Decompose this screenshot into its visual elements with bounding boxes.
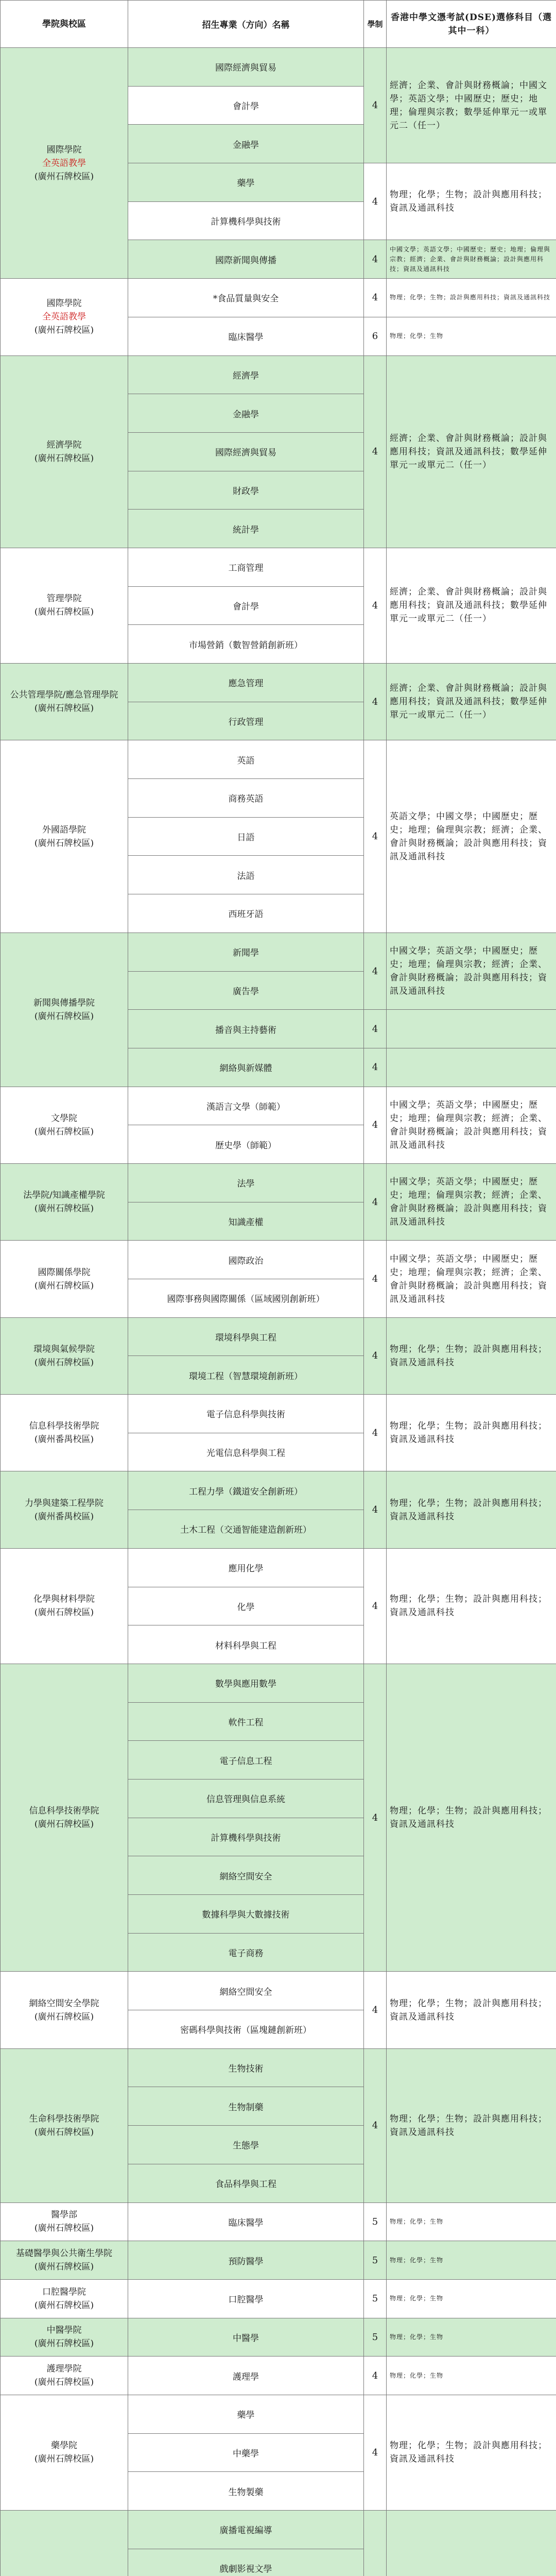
requirement-cell: 物理；化學；生物；設計與應用科技；資訊及通訊科技 (387, 1664, 556, 1972)
campus-name: (廣州石牌校區) (34, 2262, 94, 2273)
major-cell: 戲劇影視文學 (128, 2549, 364, 2576)
campus-name: (廣州石牌校區) (34, 1126, 94, 1137)
years-cell: 4 (364, 1664, 387, 1972)
major-cell: 法學 (128, 1163, 364, 1202)
college-cell (1, 1317, 128, 1394)
major-cell: 國際經濟與貿易 (128, 432, 364, 471)
campus-name: (廣州石牌校區) (34, 1280, 94, 1291)
campus-name: (廣州石牌校區) (34, 1607, 94, 1618)
college-name: 法學院/知識產權學院 (23, 1190, 105, 1201)
college-name: 經濟學院 (46, 439, 82, 450)
major-cell: 財政學 (128, 471, 364, 510)
college-name: 醫學部 (51, 2210, 77, 2221)
college-cell (1, 2241, 128, 2280)
table-row (1, 664, 556, 702)
college-cell (1, 740, 128, 933)
college-name: 網絡空間安全學院 (29, 1998, 99, 2009)
major-cell: 軟件工程 (128, 1702, 364, 1741)
college-cell (1, 2202, 128, 2241)
major-cell: 生物制藥 (128, 2087, 364, 2126)
college-name: 信息科學技術學院 (29, 1806, 99, 1817)
college-name: 國際學院 (46, 298, 82, 309)
requirement-cell: 物理；化學；生物；設計與應用科技；資訊及通訊科技 (387, 163, 556, 240)
major-cell: 法語 (128, 856, 364, 894)
college-cell (1, 2511, 128, 2576)
requirement-cell (387, 1048, 556, 1087)
years-cell: 4 (364, 1972, 387, 2048)
requirement-cell: 物理；化學；生物；設計與應用科技；資訊及通訊科技 (387, 1471, 556, 1548)
college-cell (1, 355, 128, 548)
table-row (1, 2318, 556, 2357)
header-years: 學制 (364, 1, 387, 48)
requirement-cell: 物理；化學；生物；設計與應用科技；資訊及通訊科技 (387, 2048, 556, 2202)
college-cell (1, 279, 128, 355)
requirement-cell: 物理；化學；生物 (387, 2241, 556, 2280)
campus-name: (廣州石牌校區) (34, 2338, 94, 2349)
requirement-cell: 物理；化學；生物；設計與應用科技；資訊及通訊科技 (387, 2395, 556, 2510)
campus-name: (廣州番禺校區) (34, 1511, 94, 1522)
years-cell: 5 (364, 2318, 387, 2357)
years-cell: 6 (364, 317, 387, 355)
major-cell: 計算機科學與技術 (128, 201, 364, 240)
table-row (1, 1163, 556, 1202)
requirement-cell: 中國文學；英語文學；中國歷史；歷史；地理；倫理與宗教；經濟；企業、會計與財務概論；設計與應用科技；資訊及通訊科技 (387, 1163, 556, 1240)
college-name: 管理學院 (46, 594, 82, 604)
major-cell: 電子信息工程 (128, 1741, 364, 1780)
major-cell: 歷史學（師範） (128, 1125, 364, 1164)
major-cell: 網絡與新媒體 (128, 1048, 364, 1087)
years-cell (364, 2511, 387, 2576)
major-cell: 國際事務與國際關係（區域國別創新班） (128, 1279, 364, 1318)
college-name: 文學院 (51, 1113, 77, 1124)
years-cell: 4 (364, 548, 387, 663)
requirement-cell: 中國文學；英語文學；中國歷史；歷史；地理；倫理與宗教；經濟；企業、會計與財務概論；設計與應用科技；資訊及通訊科技 (387, 1241, 556, 1317)
major-cell: 電子商務 (128, 1933, 364, 1972)
college-cell (1, 1395, 128, 1471)
requirement-cell: 物理；化學；生物；設計與應用科技；資訊及通訊科技 (387, 279, 556, 317)
years-cell: 4 (364, 2048, 387, 2202)
years-cell: 4 (364, 1087, 387, 1163)
campus-name: (廣州石牌校區) (34, 1204, 94, 1214)
college-cell (1, 664, 128, 740)
major-cell: 化學 (128, 1587, 364, 1625)
table-row (1, 1395, 556, 1433)
header-major: 招生專業（方向）名稱 (128, 1, 364, 48)
years-cell: 4 (364, 163, 387, 240)
major-cell: 生物技術 (128, 2048, 364, 2087)
years-cell: 4 (364, 1048, 387, 1087)
teaching-language-note: 全英語教學 (42, 158, 86, 168)
years-cell: 4 (364, 1163, 387, 1240)
major-cell: 數學與應用數學 (128, 1664, 364, 1702)
college-cell (1, 2357, 128, 2395)
table-row (1, 2395, 556, 2433)
major-cell: 護理學 (128, 2357, 364, 2395)
major-cell: 信息管理與信息系統 (128, 1779, 364, 1818)
major-cell: 金融學 (128, 394, 364, 433)
college-cell (1, 1163, 128, 1240)
major-cell: 會計學 (128, 86, 364, 125)
major-cell: 密碼科學與技術（區塊鏈創新班） (128, 2010, 364, 2049)
requirement-cell: 物理；化學；生物；設計與應用科技；資訊及通訊科技 (387, 1317, 556, 1394)
college-name: 護理學院 (46, 2364, 82, 2375)
major-cell: 國際政治 (128, 1241, 364, 1279)
college-name: 中醫學院 (46, 2325, 82, 2336)
college-name: 化學與材料學院 (33, 1594, 95, 1605)
college-name: 口腔醫學院 (42, 2286, 86, 2297)
years-cell: 4 (364, 2357, 387, 2395)
years-cell: 4 (364, 279, 387, 317)
major-cell: 應急管理 (128, 664, 364, 702)
major-cell: 國際經濟與貿易 (128, 48, 364, 87)
years-cell: 4 (364, 933, 387, 1009)
years-cell: 5 (364, 2279, 387, 2318)
major-cell: 新聞學 (128, 933, 364, 971)
college-cell (1, 2395, 128, 2510)
college-name: 國際關係學院 (38, 1267, 91, 1278)
major-cell: 藥學 (128, 163, 364, 202)
college-name: 信息科學技術學院 (29, 1421, 99, 1432)
college-name: 外國語學院 (42, 824, 86, 835)
college-cell (1, 2048, 128, 2202)
header-requirement: 香港中學文憑考試(DSE)選修科目（選其中一科） (387, 1, 556, 48)
major-cell: 藥學 (128, 2395, 364, 2433)
table-row (1, 740, 556, 779)
requirement-cell: 物理；化學；生物 (387, 2202, 556, 2241)
table-row (1, 2048, 556, 2087)
major-cell: 網絡空間安全 (128, 1856, 364, 1895)
major-cell: 電子信息科學與技術 (128, 1395, 364, 1433)
table-row (1, 1471, 556, 1510)
major-cell: 西班牙語 (128, 894, 364, 933)
requirement-cell: 物理；化學；生物 (387, 2279, 556, 2318)
requirement-cell: 物理；化學；生物 (387, 2357, 556, 2395)
requirement-cell: 經濟；企業、會計與財務概論；設計與應用科技；資訊及通訊科技；數學延伸單元一或單元二（任一） (387, 355, 556, 548)
requirement-cell (387, 1010, 556, 1048)
major-cell: 生態學 (128, 2126, 364, 2164)
college-name: 公共管理學院/應急管理學院 (10, 690, 118, 701)
table-row (1, 1664, 556, 1702)
college-name: 新聞與傳播學院 (33, 997, 95, 1008)
campus-name: (廣州石牌校區) (34, 1011, 94, 1022)
table-row (1, 2357, 556, 2395)
years-cell: 4 (364, 2395, 387, 2510)
table-row (1, 279, 556, 317)
years-cell: 4 (364, 48, 387, 163)
table-row (1, 1548, 556, 1587)
college-cell (1, 2318, 128, 2357)
table-row (1, 48, 556, 87)
table-row (1, 2202, 556, 2241)
requirement-cell: 物理；化學；生物；設計與應用科技；資訊及通訊科技 (387, 1972, 556, 2048)
requirement-cell: 物理；化學；生物 (387, 2318, 556, 2357)
college-name: 生命科學技術學院 (29, 2113, 99, 2124)
campus-name: (廣州石牌校區) (34, 1357, 94, 1368)
campus-name: (廣州石牌校區) (34, 2454, 94, 2465)
college-cell (1, 1241, 128, 1317)
years-cell: 4 (364, 1010, 387, 1048)
table-row (1, 1087, 556, 1125)
major-cell: 會計學 (128, 586, 364, 625)
campus-name: (廣州石牌校區) (34, 1819, 94, 1830)
campus-name: (廣州石牌校區) (34, 325, 94, 336)
years-cell: 4 (364, 1241, 387, 1317)
table-row (1, 2241, 556, 2280)
major-cell: 應用化學 (128, 1548, 364, 1587)
major-cell: 光電信息科學與工程 (128, 1433, 364, 1471)
years-cell: 4 (364, 664, 387, 740)
table-row (1, 355, 556, 394)
campus-name: (廣州石牌校區) (34, 453, 94, 464)
major-cell: 廣告學 (128, 971, 364, 1010)
requirement-cell: 英語文學；中國文學；中國歷史；歷史；地理；倫理與宗教；經濟；企業、會計與財務概論；設計與應用科技；資訊及通訊科技 (387, 740, 556, 933)
campus-name: (廣州石牌校區) (34, 2300, 94, 2311)
major-cell: 中醫學 (128, 2318, 364, 2357)
years-cell: 4 (364, 1395, 387, 1471)
requirement-cell: 物理；化學；生物；設計與應用科技；資訊及通訊科技 (387, 1548, 556, 1664)
years-cell: 4 (364, 1548, 387, 1664)
major-cell: 臨床醫學 (128, 2202, 364, 2241)
college-cell (1, 548, 128, 663)
table-row (1, 1972, 556, 2010)
college-cell (1, 1972, 128, 2048)
years-cell: 4 (364, 1471, 387, 1548)
requirement-cell: 物理；化學；生物 (387, 317, 556, 355)
major-cell: 口腔醫學 (128, 2279, 364, 2318)
major-cell: 數據科學與大數據技術 (128, 1895, 364, 1934)
teaching-language-note: 全英語教學 (42, 312, 86, 323)
major-cell: *食品質量與安全 (128, 279, 364, 317)
college-cell (1, 2279, 128, 2318)
college-name: 力學與建築工程學院 (25, 1498, 103, 1509)
campus-name: (廣州石牌校區) (34, 838, 94, 849)
requirement-cell: 中國文學；英語文學；中國歷史；歷史；地理；倫理與宗教；經濟；企業、會計與財務概論；設計與應用科技；資訊及通訊科技 (387, 933, 556, 1009)
table-row (1, 1241, 556, 1279)
campus-name: (廣州石牌校區) (34, 171, 94, 182)
major-cell: 市場營銷（數智營銷創新班） (128, 625, 364, 664)
major-cell: 計算機科學與技術 (128, 1818, 364, 1856)
major-cell: 工程力學（鐵道安全創新班） (128, 1471, 364, 1510)
table-row (1, 548, 556, 586)
major-cell: 日語 (128, 817, 364, 856)
major-cell: 英語 (128, 740, 364, 779)
requirement-cell: 經濟；企業、會計與財務概論；設計與應用科技；資訊及通訊科技；數學延伸單元一或單元二（任一） (387, 548, 556, 663)
college-cell (1, 1471, 128, 1548)
table-row (1, 2279, 556, 2318)
requirement-cell: 經濟；企業、會計與財務概論；設計與應用科技；資訊及通訊科技；數學延伸單元一或單元二（任一） (387, 664, 556, 740)
major-cell: 工商管理 (128, 548, 364, 586)
college-name: 基礎醫學與公共衛生學院 (16, 2248, 112, 2259)
major-cell: 播音與主持藝術 (128, 1010, 364, 1048)
years-cell: 5 (364, 2241, 387, 2280)
college-cell (1, 933, 128, 1087)
years-cell: 4 (364, 355, 387, 548)
years-cell: 5 (364, 2202, 387, 2241)
major-cell: 生物製藥 (128, 2472, 364, 2511)
major-cell: 行政管理 (128, 702, 364, 740)
table-row (1, 1317, 556, 1356)
major-cell: 網絡空間安全 (128, 1972, 364, 2010)
major-cell: 預防醫學 (128, 2241, 364, 2280)
table-row (1, 2511, 556, 2549)
years-cell: 4 (364, 240, 387, 279)
years-cell: 4 (364, 1317, 387, 1394)
major-cell: 金融學 (128, 125, 364, 163)
college-name: 藥學院 (51, 2441, 77, 2451)
table-row (1, 933, 556, 971)
college-cell (1, 1664, 128, 1972)
major-cell: 環境科學與工程 (128, 1317, 364, 1356)
college-cell (1, 48, 128, 279)
college-cell (1, 1087, 128, 1163)
major-cell: 廣播電視編導 (128, 2511, 364, 2549)
major-cell: 環境工程（智慧環境創新班） (128, 1356, 364, 1395)
college-name: 環境與氣候學院 (33, 1344, 95, 1354)
major-cell: 知識產權 (128, 1202, 364, 1241)
campus-name: (廣州番禺校區) (34, 1434, 94, 1445)
major-cell: 材料科學與工程 (128, 1625, 364, 1664)
major-cell: 食品科學與工程 (128, 2164, 364, 2202)
college-cell (1, 1548, 128, 1664)
campus-name: (廣州石牌校區) (34, 2127, 94, 2138)
campus-name: (廣州石牌校區) (34, 2223, 94, 2234)
major-cell: 國際新聞與傳播 (128, 240, 364, 279)
table-header-row (1, 1, 556, 48)
requirement-cell (387, 2511, 556, 2576)
campus-name: (廣州石牌校區) (34, 2377, 94, 2388)
major-cell: 商務英語 (128, 779, 364, 818)
major-cell: 經濟學 (128, 355, 364, 394)
requirement-cell: 中國文學；英語文學；中國歷史；歷史；地理；倫理與宗教；經濟；企業、會計與財務概論；設計與應用科技；資訊及通訊科技 (387, 240, 556, 279)
requirement-cell: 經濟；企業、會計與財務概論；中國文學；英語文學；中國歷史；歷史；地理；倫理與宗教；數學延伸單元一或單元二（任一） (387, 48, 556, 163)
major-cell: 中藥學 (128, 2433, 364, 2472)
major-cell: 統計學 (128, 510, 364, 548)
major-cell: 土木工程（交通智能建造創新班） (128, 1510, 364, 1549)
requirement-cell: 中國文學；英語文學；中國歷史；歷史；地理；倫理與宗教；經濟；企業、會計與財務概論；設計與應用科技；資訊及通訊科技 (387, 1087, 556, 1163)
campus-name: (廣州石牌校區) (34, 607, 94, 618)
major-cell: 臨床醫學 (128, 317, 364, 355)
header-college: 學院與校區 (1, 1, 128, 48)
campus-name: (廣州石牌校區) (34, 703, 94, 714)
years-cell: 4 (364, 740, 387, 933)
college-name: 國際學院 (46, 144, 82, 155)
campus-name: (廣州石牌校區) (34, 2011, 94, 2022)
requirement-cell: 物理；化學；生物；設計與應用科技；資訊及通訊科技 (387, 1395, 556, 1471)
major-cell: 漢語言文學（師範） (128, 1087, 364, 1125)
